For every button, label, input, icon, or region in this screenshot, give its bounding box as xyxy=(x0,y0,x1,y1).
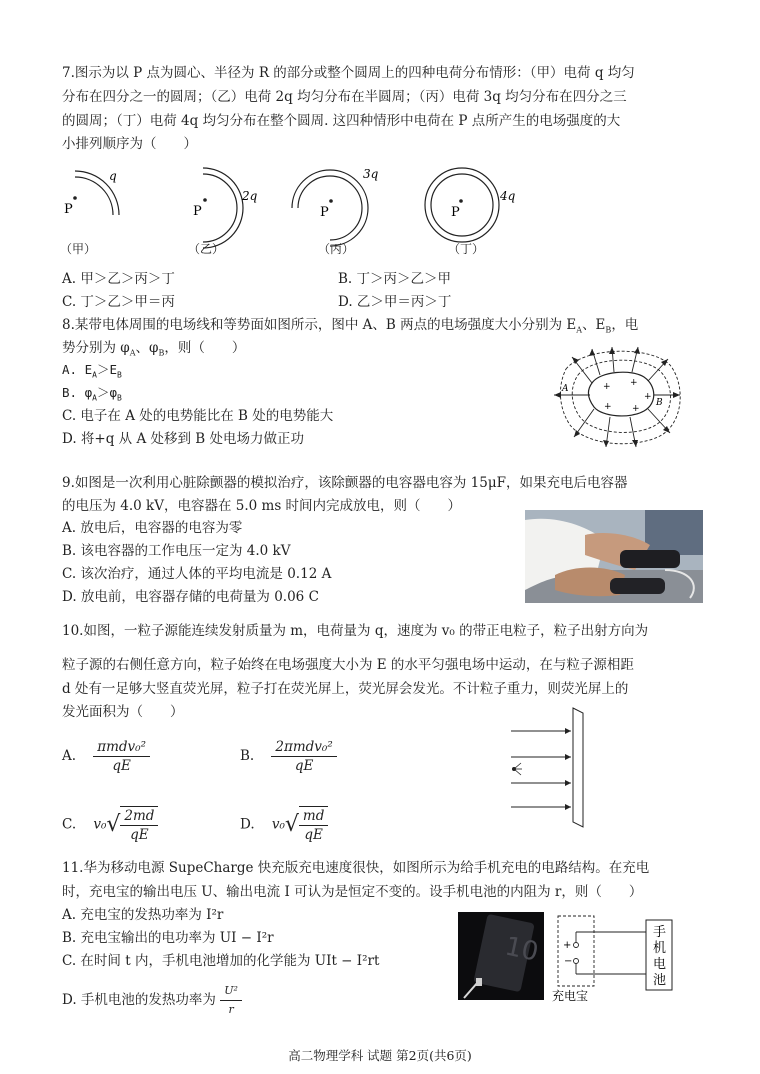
q9-option-a: A. 放电后，电容器的电容为零 xyxy=(62,520,243,536)
caption-jia: （甲） xyxy=(60,242,97,256)
q11-option-b: B. 充电宝输出的电功率为 UI − I²r xyxy=(62,930,274,946)
q10-b-numerator: 2πmdv₀² xyxy=(271,738,336,757)
q10-stem-line-1: 10.如图，一粒子源能连续发射质量为 m，电荷量为 q，速度为 v₀ 的带正电粒子，粒子出射方向为 xyxy=(62,623,649,639)
q8-stem-line-2: 势分别为 $\varphi_A$、$\varphi_B$，则（ ） xyxy=(62,340,246,358)
q10-a-numerator: πmdv₀² xyxy=(93,738,150,757)
plus-sign: + xyxy=(603,382,611,392)
q10-c-numerator: 2md xyxy=(120,807,158,826)
caption-bing: （丙） xyxy=(318,242,355,256)
q10-option-a: A. $\frac{\text{πmdv₀²}}{qE}$ xyxy=(62,738,150,775)
label-b: B xyxy=(656,398,663,408)
arc-jia xyxy=(64,169,119,217)
plus-sign: + xyxy=(604,402,612,412)
q9-option-d: D. 放电前，电容器存储的电荷量为 0.06 C xyxy=(62,589,319,605)
point-p-ding: P xyxy=(451,205,460,220)
label-a: A xyxy=(562,384,569,394)
powerbank-photo xyxy=(458,912,544,1000)
q10-a-denominator: qE xyxy=(112,758,131,774)
page-footer: 高二物理学科 试题 第2页(共6页) xyxy=(288,1048,472,1063)
plus-sign: + xyxy=(632,404,640,414)
point-p-bing: P xyxy=(320,205,329,220)
defibrillator-photo xyxy=(525,510,703,603)
battery-char-4: 池 xyxy=(653,973,667,988)
powerbank-mark: 10 xyxy=(502,931,541,968)
q10-option-b: B. $\frac{\text{2πmdv₀²}}{qE}$ xyxy=(240,738,337,775)
q10-field-figure xyxy=(505,705,595,830)
arc-ding xyxy=(425,168,516,242)
q11-stem-line-1: 11.华为移动电源 SupeCharge 快充版充电速度很快，如图所示为给手机充电的电路结构。在充电 xyxy=(62,860,650,876)
q7-stem-line-3: 的圆周；（丁）电荷 4q 均匀分布在整个圆周. 这四种情形中电荷在 P 点所产生的电场强度的大 xyxy=(62,113,621,129)
q8-option-c: C. 电子在 A 处的电势能比在 B 处的电势能大 xyxy=(62,408,334,424)
q7-option-a: A. 甲＞乙＞丙＞丁 xyxy=(62,271,175,287)
q9-stem-line-2: 的电压为 4.0 kV，电容器在 5.0 ms 时间内完成放电，则（ ） xyxy=(62,498,462,514)
q10-option-d: D. v₀√ $\frac{md}{qE}$ xyxy=(240,806,328,844)
q10-option-c: C. v₀√ $\frac{2md}{qE}$ xyxy=(62,806,158,844)
q8-option-d: D. 将+q 从 A 处移到 B 处电场力做正功 xyxy=(62,431,305,447)
q8-option-a: A. $E_A>E_B$ xyxy=(62,362,122,380)
q8-field-figure xyxy=(552,345,682,450)
q10-c-denominator: qE xyxy=(130,827,149,843)
plus-sign: + xyxy=(630,378,638,388)
battery-char-2: 机 xyxy=(653,941,667,956)
arc-yi xyxy=(193,168,258,248)
q7-stem-line-2: 分布在四分之一的圆周；（乙）电荷 2q 均匀分布在半圆周；（丙）电荷 3q 均匀分布在四分之三 xyxy=(62,89,627,105)
q7-stem-line-1: 7.图示为以 P 点为圆心、半径为 R 的部分或整个圆周上的四种电荷分布情形：（甲）电荷 q 均匀 xyxy=(62,65,635,81)
charge-label-ding: 4q xyxy=(500,189,516,203)
q10-b-denominator: qE xyxy=(294,758,314,774)
q10-d-numerator: md xyxy=(299,807,328,826)
point-p-yi: P xyxy=(193,204,202,219)
q9-stem-line-1: 9.如图是一次利用心脏除颤器的模拟治疗，该除颤器的电容器电容为 15μF，如果充电后电容器 xyxy=(62,475,628,491)
q11-d-denominator: r xyxy=(228,1003,234,1016)
q7-option-d: D. 乙＞甲＝丙＞丁 xyxy=(338,294,452,310)
q10-stem-line-2: 粒子源的右侧任意方向，粒子始终在电场强度大小为 E 的水平匀强电场中运动，在与粒子源相距 xyxy=(62,657,634,673)
point-p-jia: P xyxy=(64,202,73,217)
q11-d-numerator: U² xyxy=(220,982,242,1001)
q11-option-d: D. 手机电池的发热功率为 $\frac{\text{U²}}{r}$ xyxy=(62,982,242,1019)
q11-option-c: C. 在时间 t 内，手机电池增加的化学能为 UIt − I²rt xyxy=(62,953,380,969)
charge-label-jia: q xyxy=(109,169,117,183)
q7-stem-line-4: 小排列顺序为（ ） xyxy=(62,136,197,152)
q7-option-c: C. 丁＞乙＞甲＝丙 xyxy=(62,294,175,310)
q7-option-b: B. 丁＞丙＞乙＞甲 xyxy=(338,271,452,287)
q9-option-c: C. 该次治疗，通过人体的平均电流是 0.12 A xyxy=(62,566,332,582)
caption-ding: （丁） xyxy=(448,242,485,256)
battery-char-1: 手 xyxy=(653,925,667,940)
q11-circuit-figure xyxy=(550,912,680,1002)
q9-option-b: B. 该电容器的工作电压一定为 4.0 kV xyxy=(62,543,291,559)
q10-d-denominator: qE xyxy=(304,827,323,843)
svg-text:−: − xyxy=(564,956,573,967)
q8-option-b: B. $\varphi_A>\varphi_B$ xyxy=(62,385,122,403)
svg-text:+: + xyxy=(563,940,572,951)
charge-label-yi: 2q xyxy=(242,189,258,203)
powerbank-caption: 充电宝 xyxy=(552,989,589,1002)
caption-yi: （乙） xyxy=(188,242,225,256)
plus-sign: + xyxy=(644,392,652,402)
q8-stem-line-1: 8.某带电体周围的电场线和等势面如图所示，图中 A、B 两点的电场强度大小分别为 $E_A$、$E_B$，电 xyxy=(62,317,639,335)
q11-stem-line-2: 时，充电宝的输出电压 U、输出电流 I 可认为是恒定不变的。设手机电池的内阻为 r，则（ ） xyxy=(62,884,643,900)
charge-label-bing: 3q xyxy=(363,167,379,181)
q10-stem-line-4: 发光面积为（ ） xyxy=(62,704,184,720)
battery-char-3: 电 xyxy=(653,957,667,972)
arc-bing xyxy=(292,167,379,246)
q10-stem-line-3: d 处有一足够大竖直荧光屏，粒子打在荧光屏上，荧光屏会发光。不计粒子重力，则荧光屏上的 xyxy=(62,681,629,697)
q11-option-a: A. 充电宝的发热功率为 I²r xyxy=(62,907,224,923)
